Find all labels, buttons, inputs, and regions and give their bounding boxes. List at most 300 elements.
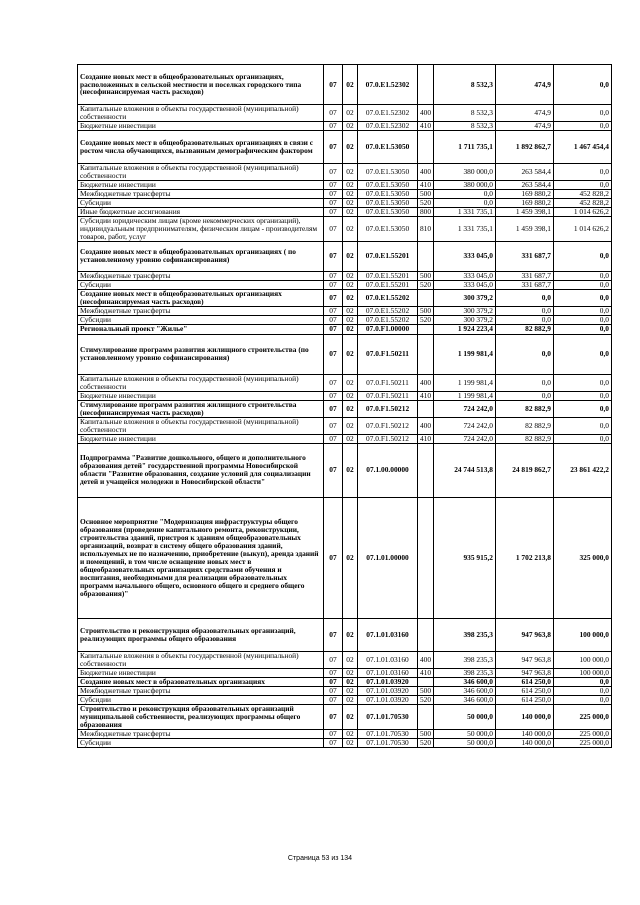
table-row <box>78 163 612 180</box>
row-amount-3: 1 014 626,2 <box>554 216 612 241</box>
row-amount-2: 82 882,9 <box>496 434 554 443</box>
row-amount-2: 263 584,4 <box>496 180 554 189</box>
row-amount-2: 1 702 213,8 <box>496 497 554 618</box>
row-amount-3: 0,0 <box>554 271 612 280</box>
row-target-code: 07.0.E1.55201 <box>358 241 418 271</box>
row-name: Основное мероприятие "Модернизация инфраструктуры общего образования (проведение капитального ремонта, реконструкции, строительства зданий, пристроя к зданиям общеобразовательных организаций, возврат в систему общего образования зданий, используемых не по назначению, приобретение (выкуп), аренда зданий и помещений, в том числе оснащение новых мест в общеобразовательных организациях средствами обучения и воспитания, необходимыми для реализации образовательных программ начального общего, основного общего и среднего общего образования)" <box>78 497 324 618</box>
row-amount-1: 8 532,3 <box>434 65 496 105</box>
row-amount-3: 0,0 <box>554 315 612 324</box>
row-amount-3: 325 000,0 <box>554 497 612 618</box>
row-amount-2: 474,9 <box>496 105 554 122</box>
row-section: 07 <box>324 105 343 122</box>
row-expense-type: 410 <box>418 391 434 400</box>
row-expense-type: 500 <box>418 306 434 315</box>
row-expense-type <box>418 130 434 163</box>
row-target-code: 07.0.E1.53050 <box>358 189 418 198</box>
row-section: 07 <box>324 241 343 271</box>
row-name: Подпрограмма "Развитие дошкольного, общего и дополнительного образования детей" государственной программы Новосибирской области "Развитие образования, создание условий для социализации детей и учащейся молодежи в Новосибирской области" <box>78 443 324 497</box>
row-amount-1: 50 000,0 <box>434 704 496 729</box>
table-row <box>78 130 612 163</box>
row-amount-1: 346 600,0 <box>434 695 496 704</box>
row-amount-2: 614 250,0 <box>496 677 554 686</box>
row-subsection: 02 <box>343 417 358 434</box>
row-section: 07 <box>324 738 343 747</box>
row-name: Региональный проект "Жилье" <box>78 324 324 334</box>
row-amount-1: 1 331 735,1 <box>434 207 496 216</box>
row-amount-2: 947 963,8 <box>496 651 554 668</box>
row-name: Стимулирование программ развития жилищного строительства (по установленному уровню софинансирования) <box>78 334 324 374</box>
row-expense-type: 500 <box>418 271 434 280</box>
row-amount-3: 0,0 <box>554 280 612 289</box>
table-row <box>78 400 612 417</box>
row-name: Строительство и реконструкция образовательных организаций муниципальной собственности, реализующих программы общего образования <box>78 704 324 729</box>
row-amount-1: 333 045,0 <box>434 241 496 271</box>
row-name: Межбюджетные трансферты <box>78 271 324 280</box>
row-expense-type: 500 <box>418 729 434 738</box>
row-amount-3: 100 000,0 <box>554 618 612 651</box>
table-row <box>78 65 612 105</box>
row-target-code: 07.0.E1.55202 <box>358 315 418 324</box>
row-amount-3: 0,0 <box>554 334 612 374</box>
row-amount-3: 0,0 <box>554 695 612 704</box>
row-amount-2: 140 000,0 <box>496 729 554 738</box>
row-amount-3: 0,0 <box>554 391 612 400</box>
row-amount-1: 1 924 223,4 <box>434 324 496 334</box>
row-expense-type: 400 <box>418 163 434 180</box>
row-section: 07 <box>324 434 343 443</box>
row-amount-2: 614 250,0 <box>496 686 554 695</box>
row-amount-2: 1 459 398,1 <box>496 216 554 241</box>
row-target-code: 07.1.01.03160 <box>358 618 418 651</box>
row-expense-type <box>418 704 434 729</box>
row-name: Капитальные вложения в объекты государственной (муниципальной) собственности <box>78 374 324 391</box>
row-expense-type: 810 <box>418 216 434 241</box>
row-section: 07 <box>324 729 343 738</box>
row-name: Межбюджетные трансферты <box>78 306 324 315</box>
table-row <box>78 434 612 443</box>
row-subsection: 02 <box>343 163 358 180</box>
row-amount-1: 398 235,3 <box>434 668 496 677</box>
table-row <box>78 121 612 130</box>
row-expense-type: 500 <box>418 686 434 695</box>
row-section: 07 <box>324 618 343 651</box>
table-row <box>78 324 612 334</box>
row-amount-3: 452 828,2 <box>554 198 612 207</box>
row-section: 07 <box>324 163 343 180</box>
row-section: 07 <box>324 207 343 216</box>
row-target-code: 07.1.00.00000 <box>358 443 418 497</box>
row-amount-1: 380 000,0 <box>434 180 496 189</box>
row-expense-type <box>418 443 434 497</box>
row-expense-type: 410 <box>418 180 434 189</box>
row-section: 07 <box>324 306 343 315</box>
row-subsection: 02 <box>343 686 358 695</box>
table-row <box>78 738 612 747</box>
row-subsection: 02 <box>343 105 358 122</box>
row-amount-2: 140 000,0 <box>496 738 554 747</box>
row-expense-type: 410 <box>418 121 434 130</box>
row-target-code: 07.0.E1.52302 <box>358 121 418 130</box>
table-row <box>78 334 612 374</box>
row-section: 07 <box>324 704 343 729</box>
row-amount-1: 50 000,0 <box>434 738 496 747</box>
row-section: 07 <box>324 443 343 497</box>
row-target-code: 07.1.01.03160 <box>358 668 418 677</box>
table-row <box>78 180 612 189</box>
row-expense-type: 400 <box>418 417 434 434</box>
row-amount-1: 724 242,0 <box>434 434 496 443</box>
row-subsection: 02 <box>343 121 358 130</box>
row-target-code: 07.0.F1.50211 <box>358 374 418 391</box>
row-name: Субсидии юридическим лицам (кроме некоммерческих организаций), индивидуальным предпринимателям, физическим лицам - производителям товаров, работ, услуг <box>78 216 324 241</box>
row-name: Субсидии <box>78 315 324 324</box>
row-amount-2: 0,0 <box>496 334 554 374</box>
table-row <box>78 280 612 289</box>
row-amount-3: 225 000,0 <box>554 738 612 747</box>
row-name: Капитальные вложения в объекты государственной (муниципальной) собственности <box>78 651 324 668</box>
table-row <box>78 207 612 216</box>
row-section: 07 <box>324 315 343 324</box>
row-target-code: 07.1.01.03920 <box>358 686 418 695</box>
table-row <box>78 704 612 729</box>
table-row <box>78 497 612 618</box>
row-target-code: 07.0.E1.53050 <box>358 207 418 216</box>
row-subsection: 02 <box>343 400 358 417</box>
row-amount-3: 0,0 <box>554 686 612 695</box>
row-expense-type <box>418 618 434 651</box>
table-row <box>78 443 612 497</box>
row-amount-1: 300 379,2 <box>434 289 496 306</box>
row-amount-3: 0,0 <box>554 65 612 105</box>
row-amount-1: 300 379,2 <box>434 306 496 315</box>
row-expense-type: 800 <box>418 207 434 216</box>
row-amount-2: 82 882,9 <box>496 417 554 434</box>
row-expense-type: 400 <box>418 105 434 122</box>
row-target-code: 07.0.E1.53050 <box>358 163 418 180</box>
row-expense-type: 520 <box>418 315 434 324</box>
row-expense-type: 400 <box>418 651 434 668</box>
row-section: 07 <box>324 651 343 668</box>
row-target-code: 07.0.E1.52302 <box>358 105 418 122</box>
row-amount-1: 1 711 735,1 <box>434 130 496 163</box>
row-section: 07 <box>324 180 343 189</box>
row-name: Бюджетные инвестиции <box>78 668 324 677</box>
row-section: 07 <box>324 189 343 198</box>
row-name: Межбюджетные трансферты <box>78 686 324 695</box>
row-amount-2: 947 963,8 <box>496 618 554 651</box>
table-row <box>78 198 612 207</box>
row-target-code: 07.0.F1.50211 <box>358 391 418 400</box>
table-row <box>78 271 612 280</box>
row-amount-1: 346 600,0 <box>434 686 496 695</box>
row-subsection: 02 <box>343 374 358 391</box>
row-amount-2: 331 687,7 <box>496 280 554 289</box>
row-target-code: 07.0.E1.55201 <box>358 271 418 280</box>
row-amount-3: 452 828,2 <box>554 189 612 198</box>
row-target-code: 07.1.01.70530 <box>358 738 418 747</box>
row-amount-2: 947 963,8 <box>496 668 554 677</box>
row-section: 07 <box>324 668 343 677</box>
row-section: 07 <box>324 400 343 417</box>
table-row <box>78 729 612 738</box>
row-amount-2: 24 819 862,7 <box>496 443 554 497</box>
row-expense-type: 500 <box>418 189 434 198</box>
row-subsection: 02 <box>343 130 358 163</box>
row-amount-3: 0,0 <box>554 417 612 434</box>
row-amount-3: 1 467 454,4 <box>554 130 612 163</box>
row-section: 07 <box>324 417 343 434</box>
row-amount-3: 23 861 422,2 <box>554 443 612 497</box>
row-amount-1: 24 744 513,8 <box>434 443 496 497</box>
row-expense-type: 520 <box>418 280 434 289</box>
row-name: Субсидии <box>78 738 324 747</box>
row-name: Стимулирование программ развития жилищного строительства (несофинансируемая часть расходов) <box>78 400 324 417</box>
row-amount-3: 0,0 <box>554 677 612 686</box>
row-name: Субсидии <box>78 198 324 207</box>
row-subsection: 02 <box>343 391 358 400</box>
table-body <box>78 65 612 748</box>
row-section: 07 <box>324 324 343 334</box>
table-row <box>78 618 612 651</box>
row-expense-type: 520 <box>418 198 434 207</box>
row-subsection: 02 <box>343 180 358 189</box>
row-amount-1: 0,0 <box>434 198 496 207</box>
row-amount-2: 1 459 398,1 <box>496 207 554 216</box>
row-amount-1: 346 600,0 <box>434 677 496 686</box>
row-section: 07 <box>324 374 343 391</box>
row-amount-2: 140 000,0 <box>496 704 554 729</box>
table-row <box>78 216 612 241</box>
row-target-code: 07.0.E1.55202 <box>358 306 418 315</box>
row-amount-3: 1 014 626,2 <box>554 207 612 216</box>
row-subsection: 02 <box>343 729 358 738</box>
row-name: Создание новых мест в общеобразовательных организациях в связи с ростом числа обучающихся, вызванным демографическим фактором <box>78 130 324 163</box>
row-amount-1: 935 915,2 <box>434 497 496 618</box>
row-target-code: 07.0.F1.50212 <box>358 434 418 443</box>
table-row <box>78 289 612 306</box>
row-name: Бюджетные инвестиции <box>78 121 324 130</box>
row-subsection: 02 <box>343 280 358 289</box>
row-amount-1: 398 235,3 <box>434 618 496 651</box>
row-subsection: 02 <box>343 289 358 306</box>
row-amount-3: 0,0 <box>554 105 612 122</box>
row-section: 07 <box>324 271 343 280</box>
row-expense-type <box>418 65 434 105</box>
row-expense-type <box>418 289 434 306</box>
row-target-code: 07.0.E1.53050 <box>358 198 418 207</box>
row-section: 07 <box>324 695 343 704</box>
row-subsection: 02 <box>343 315 358 324</box>
row-amount-1: 380 000,0 <box>434 163 496 180</box>
row-amount-2: 82 882,9 <box>496 400 554 417</box>
table-row <box>78 241 612 271</box>
row-amount-3: 0,0 <box>554 241 612 271</box>
row-amount-3: 0,0 <box>554 180 612 189</box>
row-subsection: 02 <box>343 434 358 443</box>
row-expense-type <box>418 400 434 417</box>
row-target-code: 07.0.F1.50212 <box>358 417 418 434</box>
row-amount-3: 0,0 <box>554 374 612 391</box>
row-target-code: 07.0.F1.50212 <box>358 400 418 417</box>
row-amount-3: 0,0 <box>554 400 612 417</box>
row-subsection: 02 <box>343 443 358 497</box>
row-target-code: 07.0.E1.55201 <box>358 280 418 289</box>
row-section: 07 <box>324 65 343 105</box>
row-amount-2: 331 687,7 <box>496 241 554 271</box>
table-row <box>78 668 612 677</box>
row-expense-type: 410 <box>418 668 434 677</box>
row-amount-2: 1 892 862,7 <box>496 130 554 163</box>
row-target-code: 07.1.01.70530 <box>358 704 418 729</box>
row-section: 07 <box>324 497 343 618</box>
row-subsection: 02 <box>343 738 358 747</box>
row-name: Субсидии <box>78 280 324 289</box>
row-subsection: 02 <box>343 271 358 280</box>
row-section: 07 <box>324 280 343 289</box>
row-target-code: 07.0.E1.53050 <box>358 180 418 189</box>
row-amount-3: 0,0 <box>554 324 612 334</box>
row-subsection: 02 <box>343 207 358 216</box>
row-amount-2: 0,0 <box>496 391 554 400</box>
row-name: Создание новых мест в общеобразовательных организациях (несофинансируемая часть расходов) <box>78 289 324 306</box>
page-number: Страница 53 из 134 <box>287 855 353 862</box>
row-amount-1: 724 242,0 <box>434 400 496 417</box>
table-row <box>78 695 612 704</box>
row-section: 07 <box>324 198 343 207</box>
table-row <box>78 315 612 324</box>
row-target-code: 07.1.01.03920 <box>358 677 418 686</box>
row-subsection: 02 <box>343 497 358 618</box>
row-amount-3: 0,0 <box>554 289 612 306</box>
row-amount-1: 8 532,3 <box>434 105 496 122</box>
row-expense-type <box>418 677 434 686</box>
row-subsection: 02 <box>343 668 358 677</box>
row-target-code: 07.0.F1.00000 <box>358 324 418 334</box>
row-amount-1: 1 199 981,4 <box>434 334 496 374</box>
table-row <box>78 417 612 434</box>
row-name: Субсидии <box>78 695 324 704</box>
row-amount-3: 100 000,0 <box>554 668 612 677</box>
row-name: Бюджетные инвестиции <box>78 434 324 443</box>
row-amount-1: 300 379,2 <box>434 315 496 324</box>
row-amount-3: 225 000,0 <box>554 704 612 729</box>
row-name: Иные бюджетные ассигнования <box>78 207 324 216</box>
table-row <box>78 189 612 198</box>
row-name: Создание новых мест в общеобразовательных организациях ( по установленному уровню софинансирования) <box>78 241 324 271</box>
row-subsection: 02 <box>343 241 358 271</box>
row-amount-3: 225 000,0 <box>554 729 612 738</box>
row-expense-type: 520 <box>418 695 434 704</box>
row-amount-1: 333 045,0 <box>434 271 496 280</box>
row-name: Капитальные вложения в объекты государственной (муниципальной) собственности <box>78 163 324 180</box>
row-subsection: 02 <box>343 334 358 374</box>
row-subsection: 02 <box>343 677 358 686</box>
row-section: 07 <box>324 121 343 130</box>
table-row <box>78 686 612 695</box>
row-name: Бюджетные инвестиции <box>78 180 324 189</box>
row-target-code: 07.1.01.03160 <box>358 651 418 668</box>
row-expense-type: 410 <box>418 434 434 443</box>
row-name: Межбюджетные трансферты <box>78 189 324 198</box>
row-amount-1: 1 331 735,1 <box>434 216 496 241</box>
row-amount-2: 474,9 <box>496 121 554 130</box>
row-section: 07 <box>324 334 343 374</box>
row-target-code: 07.0.E1.53050 <box>358 216 418 241</box>
table-row <box>78 391 612 400</box>
row-target-code: 07.1.01.70530 <box>358 729 418 738</box>
row-amount-1: 1 199 981,4 <box>434 374 496 391</box>
row-amount-2: 0,0 <box>496 289 554 306</box>
row-section: 07 <box>324 391 343 400</box>
row-name: Капитальные вложения в объекты государственной (муниципальной) собственности <box>78 105 324 122</box>
row-target-code: 07.0.F1.50211 <box>358 334 418 374</box>
row-name: Строительство и реконструкция образовательных организаций, реализующих программы общего образования <box>78 618 324 651</box>
row-amount-1: 8 532,3 <box>434 121 496 130</box>
budget-table <box>77 64 612 748</box>
row-amount-1: 1 199 981,4 <box>434 391 496 400</box>
row-amount-3: 0,0 <box>554 434 612 443</box>
row-subsection: 02 <box>343 216 358 241</box>
row-subsection: 02 <box>343 65 358 105</box>
row-subsection: 02 <box>343 695 358 704</box>
row-amount-3: 0,0 <box>554 306 612 315</box>
table-row <box>78 651 612 668</box>
row-expense-type <box>418 497 434 618</box>
row-subsection: 02 <box>343 189 358 198</box>
row-name: Капитальные вложения в объекты государственной (муниципальной) собственности <box>78 417 324 434</box>
row-amount-2: 82 882,9 <box>496 324 554 334</box>
row-section: 07 <box>324 686 343 695</box>
row-amount-2: 0,0 <box>496 374 554 391</box>
table-row <box>78 677 612 686</box>
row-amount-1: 0,0 <box>434 189 496 198</box>
row-amount-1: 333 045,0 <box>434 280 496 289</box>
row-section: 07 <box>324 677 343 686</box>
row-expense-type <box>418 334 434 374</box>
row-name: Создание новых мест в образовательных организациях <box>78 677 324 686</box>
row-subsection: 02 <box>343 651 358 668</box>
row-expense-type <box>418 241 434 271</box>
table-row <box>78 374 612 391</box>
row-amount-2: 169 880,2 <box>496 198 554 207</box>
row-amount-3: 100 000,0 <box>554 651 612 668</box>
row-amount-2: 263 584,4 <box>496 163 554 180</box>
row-name: Бюджетные инвестиции <box>78 391 324 400</box>
row-target-code: 07.0.E1.53050 <box>358 130 418 163</box>
row-target-code: 07.1.01.00000 <box>358 497 418 618</box>
row-subsection: 02 <box>343 704 358 729</box>
row-section: 07 <box>324 289 343 306</box>
row-amount-2: 614 250,0 <box>496 695 554 704</box>
row-subsection: 02 <box>343 306 358 315</box>
row-amount-2: 0,0 <box>496 315 554 324</box>
row-subsection: 02 <box>343 618 358 651</box>
row-amount-2: 169 880,2 <box>496 189 554 198</box>
row-name: Межбюджетные трансферты <box>78 729 324 738</box>
row-amount-2: 0,0 <box>496 306 554 315</box>
row-amount-1: 50 000,0 <box>434 729 496 738</box>
row-amount-1: 724 242,0 <box>434 417 496 434</box>
row-subsection: 02 <box>343 198 358 207</box>
row-amount-2: 474,9 <box>496 65 554 105</box>
row-section: 07 <box>324 130 343 163</box>
row-amount-3: 0,0 <box>554 163 612 180</box>
table-row <box>78 105 612 122</box>
row-name: Создание новых мест в общеобразовательных организациях, расположенных в сельской местности и поселках городского типа (несофинансируемая часть расходов) <box>78 65 324 105</box>
row-expense-type: 400 <box>418 374 434 391</box>
row-amount-3: 0,0 <box>554 121 612 130</box>
row-amount-1: 398 235,3 <box>434 651 496 668</box>
